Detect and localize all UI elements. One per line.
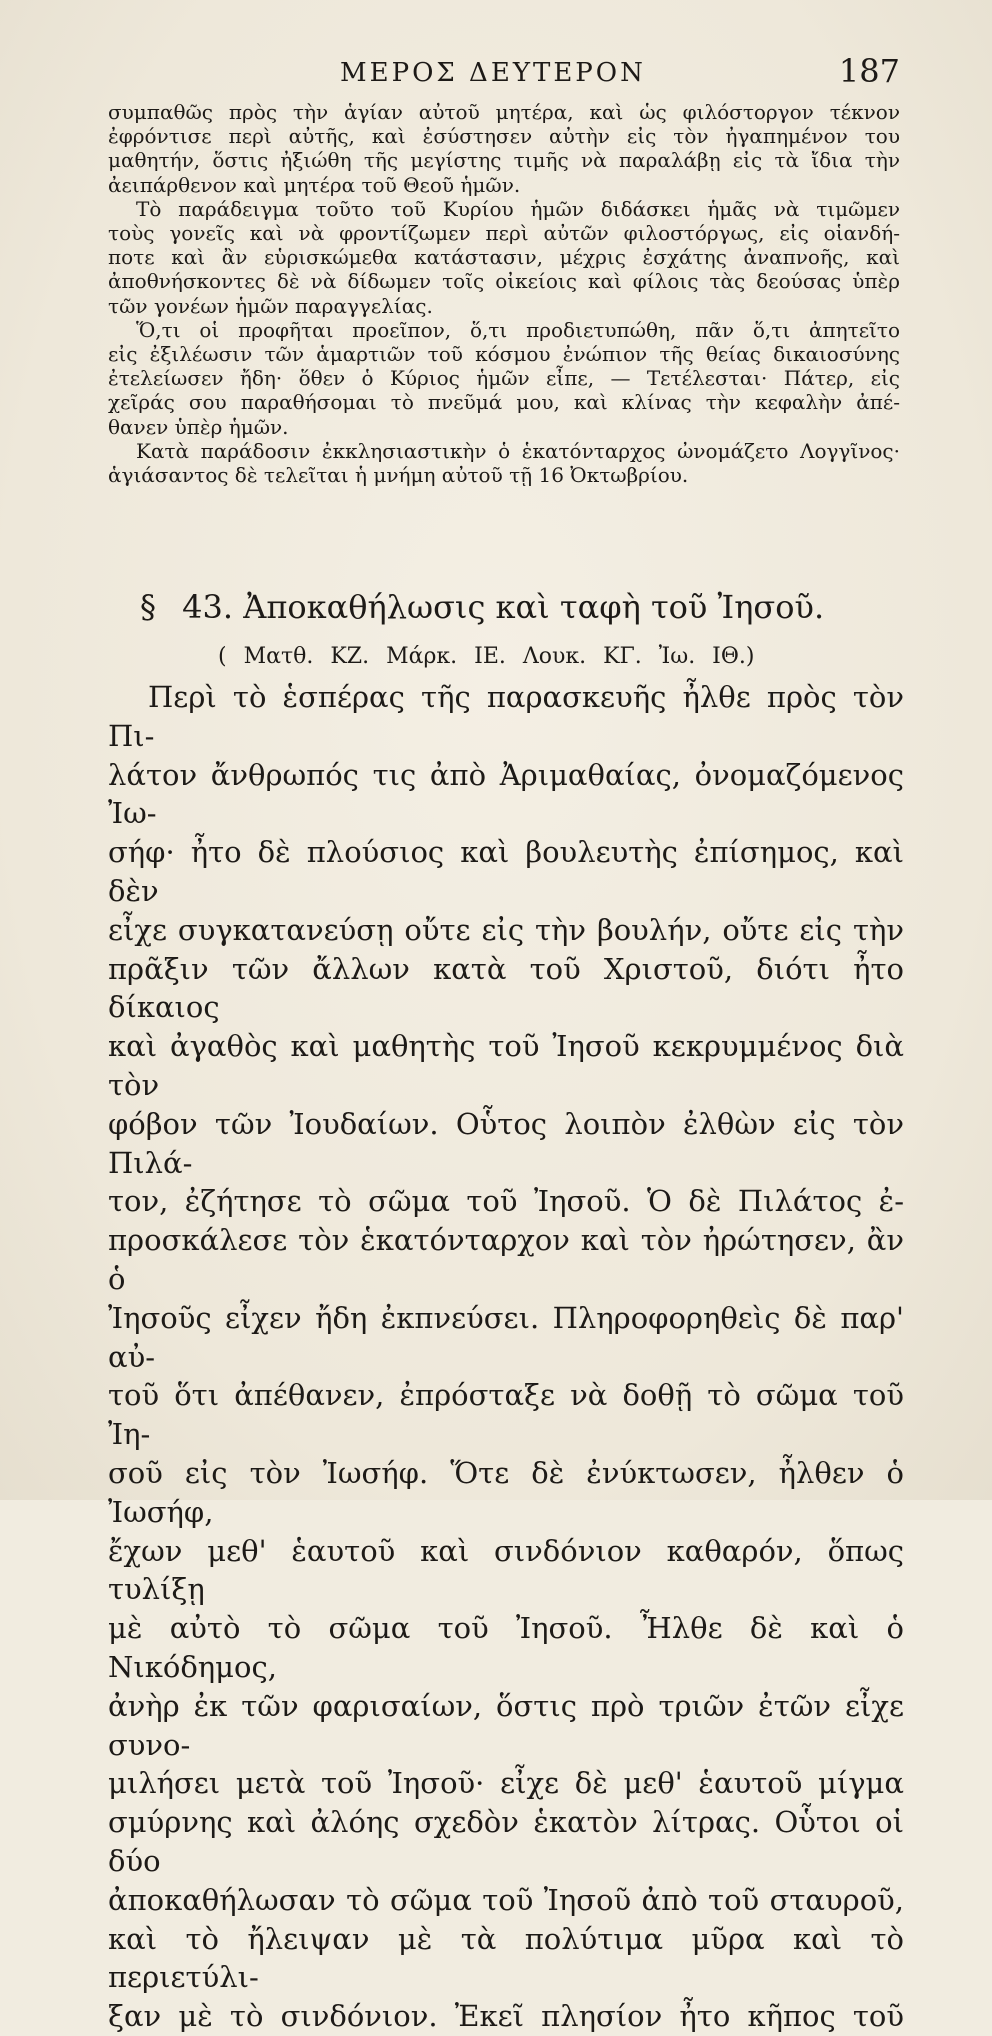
text-line: Ὅ,τι οἱ προφῆται προεῖπον, ὅ,τι προδιετυπώθη, πᾶν ὅ,τι ἀπητεῖτο: [136, 317, 900, 342]
text-line: εἶχε συγκατανεύσῃ οὔτε εἰς τὴν βουλήν, οὔτε εἰς τὴν: [108, 912, 904, 947]
text-line: ποτε καὶ ἂν εὑρισκώμεθα κατάστασιν, μέχρις ἐσχάτης ἀναπνοῆς, καὶ: [108, 245, 900, 270]
text-line: ἀνὴρ ἐκ τῶν φαρισαίων, ὅστις πρὸ τριῶν ἐτῶν εἶχε συνο-: [108, 1688, 904, 1762]
text-line: Τὸ παράδειγμα τοῦτο τοῦ Κυρίου ἡμῶν διδάσκει ἡμᾶς νὰ τιμῶμεν: [136, 196, 900, 221]
text-line: ἀειπάρθενον καὶ μητέρα τοῦ Θεοῦ ἡμῶν.: [108, 172, 521, 197]
text-line: ἀποθνήσκοντες δὲ νὰ δίδωμεν τοῖς οἰκείοις καὶ φίλοις τὰς δεούσας ὑπὲρ: [108, 269, 900, 294]
text-line: φόβον τῶν Ἰουδαίων. Οὗτος λοιπὸν ἐλθὼν εἰς τὸν Πιλά-: [108, 1106, 904, 1180]
text-line: προσκάλεσε τὸν ἑκατόνταρχον καὶ τὸν ἠρώτησεν, ἂν ὁ: [108, 1223, 904, 1296]
text-line: μὲ αὐτὸ τὸ σῶμα τοῦ Ἰησοῦ. Ἦλθε δὲ καὶ ὁ Νικόδημος,: [108, 1611, 904, 1684]
text-line: ἔχων μεθ' ἑαυτοῦ καὶ σινδόνιον καθαρόν, ὅπως τυλίξῃ: [108, 1533, 904, 1607]
section-title: Ἀποκαθήλωσις καὶ ταφὴ τοῦ Ἰησοῦ.: [243, 588, 825, 626]
text-line: μιλήσει μετὰ τοῦ Ἰησοῦ· εἶχε δὲ μεθ' ἑαυτοῦ μίγμα: [108, 1766, 904, 1801]
text-line: καὶ ἀγαθὸς καὶ μαθητὴς τοῦ Ἰησοῦ κεκρυμμένος διὰ τὸν: [108, 1029, 904, 1102]
section-references: ( Ματθ. ΚΖ. Μάρκ. ΙΕ. Λουκ. ΚΓ. Ἰω. ΙΘ.): [218, 644, 755, 669]
text-line: ξαν μὲ τὸ σινδόνιον. Ἐκεῖ πλησίον ἦτο κῆπος τοῦ: [108, 1999, 904, 2034]
running-title: ΜΕΡΟΣ ΔΕΥΤΕΡΟΝ: [340, 58, 646, 88]
text-line: ἁγιάσαντος δὲ τελεῖται ἡ μνήμη αὐτοῦ τῇ 16 Ὀκτωβρίου.: [108, 463, 689, 488]
text-line: πρᾶξιν τῶν ἄλλων κατὰ τοῦ Χριστοῦ, διότι ἦτο δίκαιος: [108, 951, 904, 1025]
text-line: τον, ἐζήτησε τὸ σῶμα τοῦ Ἰησοῦ. Ὁ δὲ Πιλάτος ἐ-: [108, 1184, 904, 1219]
text-line: Κατὰ παράδοσιν ἐκκλησιαστικὴν ὁ ἑκατόνταρχος ὠνομάζετο Λογγῖνος·: [136, 438, 900, 463]
text-line: σοῦ εἰς τὸν Ἰωσήφ. Ὅτε δὲ ἐνύκτωσεν, ἦλθεν ὁ Ἰωσήφ,: [108, 1455, 904, 1529]
text-line: εἰς ἐξιλέωσιν τῶν ἁμαρτιῶν τοῦ κόσμου ἐνώπιον τῆς θείας δικαιοσύνης: [108, 342, 900, 367]
text-line: ἐτελείωσεν ἤδη· ὅθεν ὁ Κύριος ἡμῶν εἶπε, — Τετέλεσται· Πάτερ, εἰς: [108, 366, 900, 391]
text-line: τῶν γονέων ἡμῶν παραγγελίας.: [108, 293, 433, 318]
text-line: καὶ τὸ ἤλειψαν μὲ τὰ πολύτιμα μῦρα καὶ τὸ περιετύλι-: [108, 1921, 904, 1995]
text-line: λάτον ἄνθρωπός τις ἀπὸ Ἀριμαθαίας, ὀνομαζόμενος Ἰω-: [108, 757, 904, 831]
text-line: θανεν ὑπὲρ ἡμῶν.: [108, 414, 289, 439]
text-line: ἐφρόντισε περὶ αὐτῆς, καὶ ἐσύστησεν αὐτὴν εἰς τὸν ἠγαπημένον του: [108, 124, 900, 149]
text-line: ἀποκαθήλωσαν τὸ σῶμα τοῦ Ἰησοῦ ἀπὸ τοῦ σταυροῦ,: [108, 1882, 904, 1917]
page-number: 187: [838, 52, 900, 90]
text-line: σήφ· ἦτο δὲ πλούσιος καὶ βουλευτὴς ἐπίσημος, καὶ δὲν: [108, 835, 904, 908]
text-line: συμπαθῶς πρὸς τὴν ἁγίαν αὐτοῦ μητέρα, καὶ ὡς φιλόστοργον τέκνον: [108, 100, 900, 124]
text-line: τοὺς γονεῖς καὶ νὰ φροντίζωμεν περὶ αὐτῶν φιλοστόργως, εἰς οἱανδή-: [108, 221, 900, 246]
text-line: μαθητήν, ὅστις ἠξιώθη τῆς μεγίστης τιμῆς νὰ παραλάβῃ εἰς τὰ ἴδια τὴν: [108, 148, 900, 173]
section-number: 43.: [182, 588, 234, 626]
page-header: [100, 52, 900, 98]
text-line: Ἰησοῦς εἶχεν ἤδη ἐκπνεύσει. Πληροφορηθεὶς δὲ παρ' αὐ-: [108, 1300, 904, 1374]
text-line: χεῖράς σου παραθήσομαι τὸ πνεῦμά μου, καὶ κλίνας τὴν κεφαλὴν ἀπέ-: [108, 390, 900, 415]
text-line: τοῦ ὅτι ἀπέθανεν, ἐπρόσταξε νὰ δοθῇ τὸ σῶμα τοῦ Ἰη-: [108, 1378, 904, 1452]
section-heading: [140, 588, 900, 626]
large-text-block: [108, 678, 904, 2036]
section-mark: §: [140, 588, 156, 626]
small-text-block: [108, 100, 900, 487]
text-line: σμύρνης καὶ ἀλόης σχεδὸν ἑκατὸν λίτρας. Οὗτοι οἱ δύο: [108, 1805, 904, 1878]
text-line: Περὶ τὸ ἑσπέρας τῆς παρασκευῆς ἦλθε πρὸς τὸν Πι-: [108, 680, 904, 753]
